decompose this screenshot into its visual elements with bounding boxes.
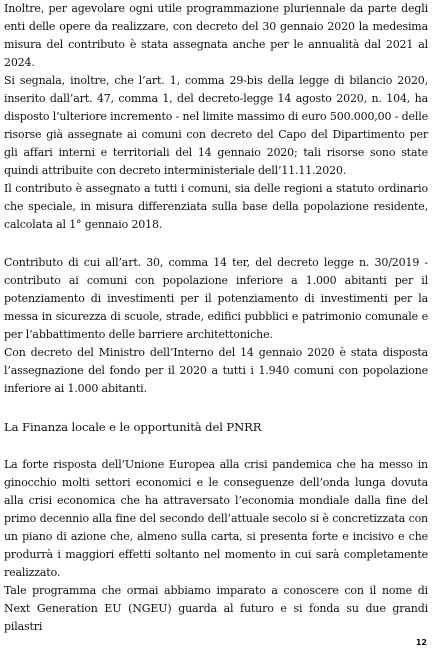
document-page (4, 0, 428, 636)
spacer (4, 234, 428, 254)
spacer (4, 398, 428, 418)
paragraph-2: Si segnala, inoltre, che l’art. 1, comma 29-bis della legge di bilancio 2020, inserito dall’art. 47, comma 1, del decreto-legge 14 agosto 2020, n. 104, ha disposto l’ulteriore incremento - nel limite massimo di euro 500.000,00 - delle risorse già assegnate ai comuni con decreto del Capo del Dipartimento per gli affari interni e territoriali del 14 gennaio 2020; tali risorse sono state quindi attribuite con decreto interministeriale dell’11.11.2020. (4, 74, 428, 177)
paragraph-1: Inoltre, per agevolare ogni utile programmazione pluriennale da parte degli enti delle opere da realizzare, con decreto del 30 gennaio 2020 la medesima misura del contributo è stata assegnata anche per le annualità dal 2021 al 2024. (4, 2, 428, 69)
paragraph-4: Contributo di cui all’art. 30, comma 14 ter, del decreto legge n. 30/2019 - contributo ai comuni con popolazione inferiore a 1.000 abitanti per il potenziamento di investimenti per il potenziamento di investimenti per la messa in sicurezza di scuole, strade, edifici pubblici e patrimonio comunale e per l’abbattimento delle barriere architettoniche. (4, 256, 428, 341)
paragraph-7: Tale programma che ormai abbiamo imparato a conoscere con il nome di Next Generation EU (NGEU) guarda al futuro e si fonda su due grandi pilastri (4, 584, 428, 633)
paragraph-3: Il contributo è assegnato a tutti i comuni, sia delle regioni a statuto ordinario che speciale, in misura differenziata sulla base della popolazione residente, calcolata al 1° gennaio 2018. (4, 182, 428, 231)
section-heading: La Finanza locale e le opportunità del PNRR (4, 420, 262, 434)
spacer (4, 436, 428, 456)
page-number: 12 (415, 638, 427, 647)
paragraph-6: La forte risposta dell’Unione Europea alla crisi pandemica che ha messo in ginocchio molti settori economici e le conseguenze dell’onda lunga dovuta alla crisi economica che ha attraversato l’economia mondiale dalla fine del primo decennio alla fine del secondo dell’attuale secolo si è concretizzata con un piano di azione che, almeno sulla carta, si presenta forte e incisivo e che produrrà i maggiori effetti soltanto nel momento in cui sarà completamente realizzato. (4, 458, 428, 579)
paragraph-5: Con decreto del Ministro dell’Interno del 14 gennaio 2020 è stata disposta l’assegnazione del fondo per il 2020 a tutti i 1.940 comuni con popolazione inferiore ai 1.000 abitanti. (4, 346, 428, 395)
